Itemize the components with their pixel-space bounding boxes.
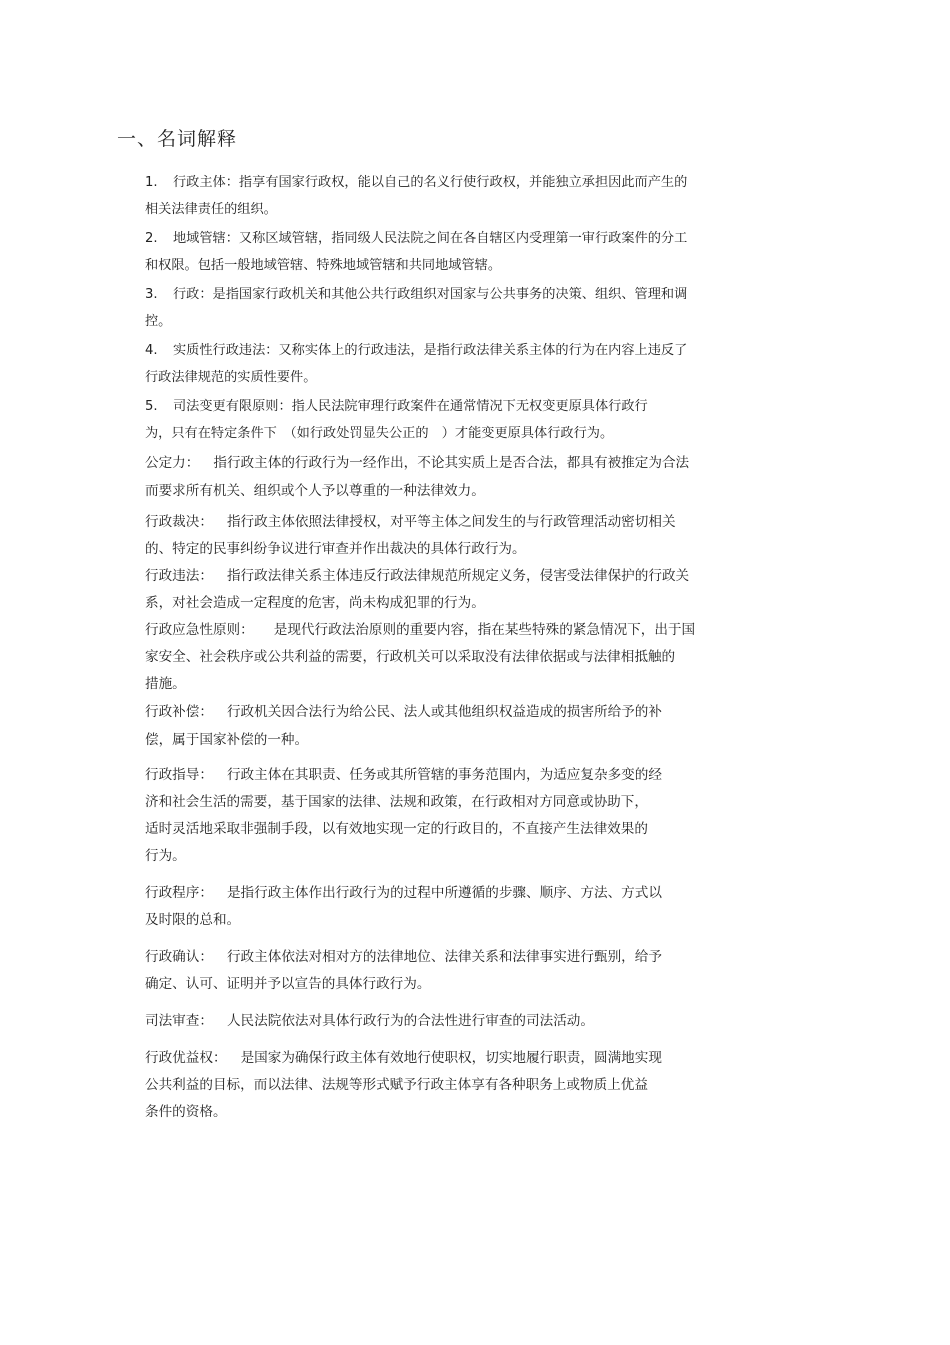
numbered-entry-5: [145, 393, 785, 447]
definition-list: [145, 169, 785, 1126]
term-definition-line: 济和社会生活的需要，基于国家的法律、法规和政策，在行政相对方同意或协助下，: [145, 794, 648, 810]
term-definition-line: 行为。: [145, 848, 186, 864]
term-entry-xingzheng-queren: [145, 944, 785, 998]
entry-number: 1.: [145, 175, 158, 190]
term-label: 行政程序：: [145, 885, 213, 901]
entry-text-line: 行政法律规范的实质性要件。: [145, 370, 317, 385]
term-definition-line: 的、特定的民事纠纷争议进行审查并作出裁决的具体行政行为。: [145, 541, 526, 557]
entry-text-line: 司法变更有限原则：指人民法院审理行政案件在通常情况下无权变更原具体行政行: [173, 399, 648, 414]
entry-text-line: 地域管辖：又称区域管辖，指同级人民法院之间在各自辖区内受理第一审行政案件的分工: [173, 231, 688, 246]
term-entry-xingzheng-weifa: [145, 563, 785, 617]
term-definition-line: 公共利益的目标，而以法律、法规等形式赋予行政主体享有各种职务上或物质上优益: [145, 1077, 648, 1093]
term-entry-gongdingli: [145, 449, 785, 505]
term-label: 行政确认：: [145, 949, 213, 965]
term-entry-sifa-shencha: [145, 1008, 785, 1035]
entry-text-line: 控。: [145, 314, 172, 329]
term-label: 行政违法：: [145, 568, 213, 584]
term-entry-xingzheng-zhidao: [145, 762, 785, 870]
term-entry-xingzheng-youyiquan: [145, 1045, 785, 1126]
term-definition-line: 是国家为确保行政主体有效地行使职权，切实地履行职责，圆满地实现: [240, 1050, 662, 1066]
term-label: 司法审查：: [145, 1013, 213, 1029]
term-definition-line: 行政主体依法对相对方的法律地位、法律关系和法律事实进行甄别，给予: [226, 949, 662, 965]
numbered-entry-3: [145, 281, 785, 335]
term-label: 行政裁决：: [145, 514, 213, 530]
term-label: 行政应急性原则：: [145, 622, 254, 638]
term-entry-xingzheng-chengxu: [145, 880, 785, 934]
entry-text-line: 相关法律责任的组织。: [145, 202, 277, 217]
term-definition-line: 确定、认可、证明并予以宣告的具体行政行为。: [145, 976, 431, 992]
entry-number: 3.: [145, 287, 158, 302]
entry-text-line: 和权限。包括一般地域管辖、特殊地域管辖和共同地域管辖。: [145, 258, 502, 273]
term-definition-line: 而要求所有机关、组织或个人予以尊重的一种法律效力。: [145, 483, 485, 499]
term-label: 行政优益权：: [145, 1050, 227, 1066]
numbered-entry-1: [145, 169, 785, 223]
term-entry-xingzheng-buchang: [145, 698, 785, 754]
numbered-entry-4: [145, 337, 785, 391]
section-heading: 一、名词解释: [117, 128, 238, 150]
term-definition-line: 行政主体在其职责、任务或其所管辖的事务范围内，为适应复杂多变的经: [226, 767, 662, 783]
term-definition-line: 是指行政主体作出行政行为的过程中所遵循的步骤、顺序、方法、方式以: [226, 885, 662, 901]
term-definition-line: 指行政主体的行政行为一经作出，不论其实质上是否合法，都具有被推定为合法: [213, 455, 690, 471]
term-definition-line: 指行政法律关系主体违反行政法律规范所规定义务，侵害受法律保护的行政关: [226, 568, 690, 584]
term-label: 行政补偿：: [145, 704, 213, 720]
numbered-entry-2: [145, 225, 785, 279]
entry-text-line: 行政：是指国家行政机关和其他公共行政组织对国家与公共事务的决策、组织、管理和调: [173, 287, 688, 302]
term-definition-line: 措施。: [145, 676, 186, 692]
entry-number: 2.: [145, 231, 158, 246]
term-definition-line: 条件的资格。: [145, 1104, 227, 1120]
entry-number: 5.: [145, 399, 158, 414]
term-definition-line: 家安全、社会秩序或公共利益的需要，行政机关可以采取没有法律依据或与法律相抵触的: [145, 649, 676, 665]
entry-text-line: 行政主体：指享有国家行政权，能以自己的名义行使行政权，并能独立承担因此而产生的: [173, 175, 688, 190]
term-entry-yingjixing-yuanze: [145, 617, 785, 698]
entry-number: 4.: [145, 343, 158, 358]
term-definition-line: 指行政主体依照法律授权，对平等主体之间发生的与行政管理活动密切相关: [226, 514, 676, 530]
term-definition-line: 系，对社会造成一定程度的危害，尚未构成犯罪的行为。: [145, 595, 485, 611]
entry-text-line: 实质性行政违法：又称实体上的行政违法，是指行政法律关系主体的行为在内容上违反了: [173, 343, 688, 358]
entry-text-line: 为，只有在特定条件下 （如行政处罚显失公正的 ）才能变更原具体行政行为。: [145, 426, 614, 441]
term-definition-line: 行政机关因合法行为给公民、法人或其他组织权益造成的损害所给予的补: [226, 704, 662, 720]
term-entry-xingzheng-caijue: [145, 509, 785, 563]
term-definition-line: 是现代行政法治原则的重要内容，指在某些特殊的紧急情况下，出于国: [273, 622, 696, 638]
term-definition-line: 偿，属于国家补偿的一种。: [145, 732, 309, 748]
term-definition-line: 及时限的总和。: [145, 912, 241, 928]
term-label: 行政指导：: [145, 767, 213, 783]
term-label: 公定力：: [145, 455, 200, 471]
term-definition-line: 人民法院依法对具体行政行为的合法性进行审查的司法活动。: [226, 1013, 594, 1029]
term-definition-line: 适时灵活地采取非强制手段，以有效地实现一定的行政目的，不直接产生法律效果的: [145, 821, 648, 837]
